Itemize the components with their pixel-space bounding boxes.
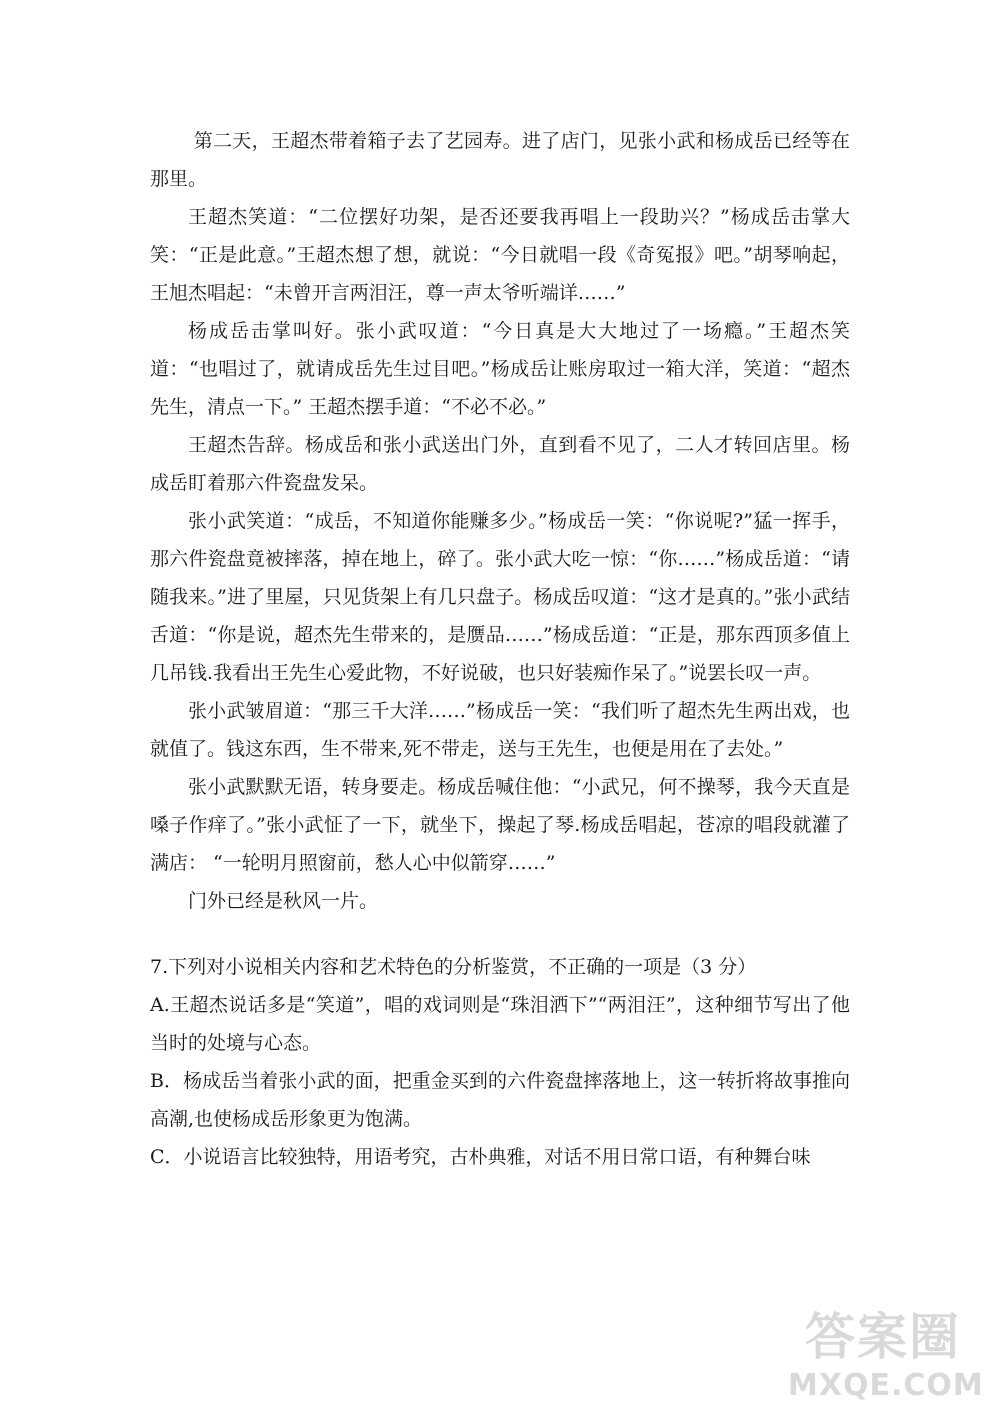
watermark-logo — [788, 1298, 984, 1408]
document-page — [150, 122, 850, 1176]
question-stem: 7.下列对小说相关内容和艺术特色的分析鉴赏，不正确的一项是（3 分） — [150, 956, 757, 978]
story-paragraph-3: 杨成岳击掌叫好。张小武叹道：“今日真是大大地过了一场瘾。”王超杰笑道：“也唱过了，就请成岳先生过目吧。”杨成岳让账房取过一箱大洋，笑道：“超杰先生，清点一下。” 王超杰摆手道：“不必不必。” — [150, 320, 850, 418]
watermark-brand-text: 答案圈 — [805, 1308, 961, 1366]
option-a: A.王超杰说话多是“笑道”，唱的戏词则是“珠泪洒下”“两泪汪”，这种细节写出了他当时的处境与心态。 — [150, 994, 850, 1054]
question-7 — [150, 948, 850, 1176]
story-paragraph-5: 张小武笑道：“成岳，不知道你能赚多少。”杨成岳一笑：“你说呢?”猛一挥手，那六件瓷盘竟被摔落，掉在地上，碎了。张小武大吃一惊：“你……”杨成岳道：“请随我来。”进了里屋，只见货架上有几只盘子。杨成岳叹道：“这才是真的。”张小武结舌道：“你是说，超杰先生带来的，是赝品……”杨成岳道：“正是，那东西顶多值上几吊钱.我看出王先生心爱此物，不好说破，也只好装痴作呆了。”说罢长叹一声。 — [150, 510, 850, 684]
option-c: C．小说语言比较独特，用语考究，古朴典雅，对话不用日常口语，有种舞台味 — [150, 1146, 811, 1168]
story-paragraph-8: 门外已经是秋风一片。 — [188, 890, 379, 912]
story-paragraph-2: 王超杰笑道：“二位摆好功架，是否还要我再唱上一段助兴？”杨成岳击掌大笑：“正是此意。”王超杰想了想，就说：“今日就唱一段《奇冤报》吧。”胡琴响起，王旭杰唱起：“未曾开言两泪汪，尊一声太爷听端详……” — [150, 206, 850, 304]
watermark-domain-text: MXQE.COM — [788, 1368, 984, 1403]
story-paragraph-4: 王超杰告辞。杨成岳和张小武送出门外，直到看不见了，二人才转回店里。杨成岳盯着那六件瓷盘发呆。 — [150, 434, 850, 494]
story-excerpt — [150, 122, 850, 920]
option-b: B．杨成岳当着张小武的面，把重金买到的六件瓷盘摔落地上，这一转折将故事推向高潮,也使杨成岳形象更为饱满。 — [150, 1070, 850, 1130]
story-paragraph-7: 张小武默默无语，转身要走。杨成岳喊住他：“小武兄，何不操琴，我今天直是嗓子作痒了。”张小武怔了一下，就坐下，操起了琴.杨成岳唱起，苍凉的唱段就灌了满店： “一轮明月照窗前，愁人心中似箭穿……” — [150, 776, 850, 874]
story-paragraph-1: 第二天，王超杰带着箱子去了艺园寿。进了店门，见张小武和杨成岳已经等在那里。 — [150, 130, 850, 190]
story-paragraph-6: 张小武皱眉道：“那三千大洋……”杨成岳一笑：“我们听了超杰先生两出戏，也就值了。钱这东西，生不带来,死不带走，送与王先生，也便是用在了去处。” — [150, 700, 850, 760]
